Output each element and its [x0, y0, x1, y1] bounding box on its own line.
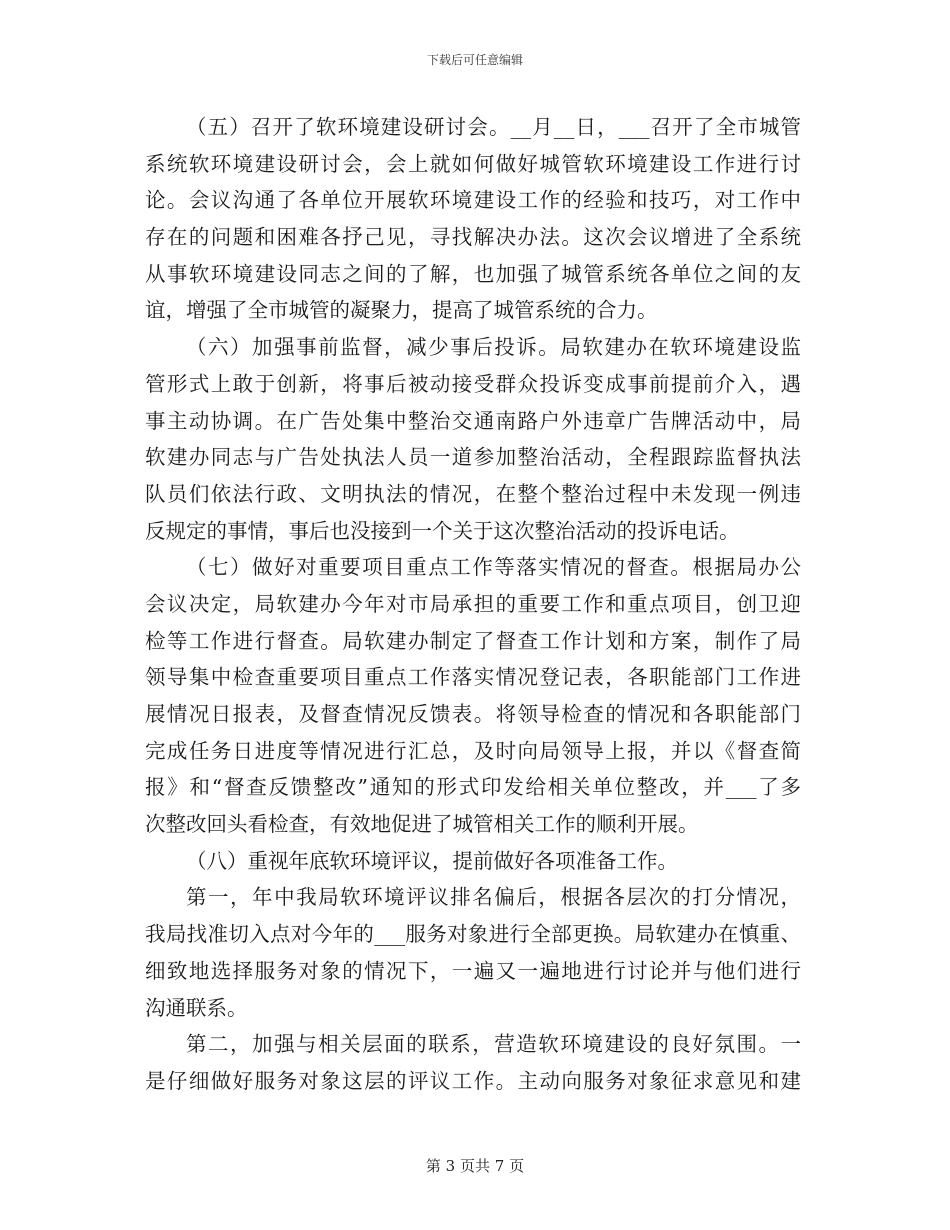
paragraph-first-line-4: 沟通联系。: [145, 995, 248, 1020]
paragraph-7-line-1: （七）做好对重要项目重点工作等落实情况的督查。根据局办公: [186, 555, 801, 580]
paragraph-7-line-4: 领导集中检查重要项目重点工作落实情况登记表，各职能部门工作进: [145, 665, 801, 690]
paragraph-first-line-2: 我局找准切入点对今年的___服务对象进行全部更换。局软建办在慎重、: [145, 922, 801, 947]
paragraph-first-line-3: 细致地选择服务对象的情况下，一遍又一遍地进行讨论并与他们进行: [145, 958, 801, 983]
paragraph-8-heading: （八）重视年底软环境评议，提前做好各项准备工作。: [186, 848, 678, 873]
paragraph-5-line-6: 谊，增强了全市城管的凝聚力，提高了城管系统的合力。: [145, 298, 658, 323]
paragraph-first-line-1: 第一，年中我局软环境评议排名偏后，根据各层次的打分情况，: [186, 885, 801, 910]
paragraph-5-line-4: 存在的问题和困难各抒己见，寻找解决办法。这次会议增进了全系统: [145, 225, 801, 250]
paragraph-7-line-6: 完成任务日进度等情况进行汇总，及时向局领导上报，并以《督查简: [145, 738, 801, 763]
paragraph-7-line-7: 报》和“督查反馈整改”通知的形式印发给相关单位整改，并___了多: [145, 775, 801, 800]
paragraph-6-line-5: 队员们依法行政、文明执法的情况，在整个整治过程中未发现一例违: [145, 481, 801, 506]
paragraph-5-line-1: （五）召开了软环境建设研讨会。__月__日，___召开了全市城管: [186, 115, 801, 139]
paragraph-second-line-1: 第二，加强与相关层面的联系，营造软环境建设的良好氛围。一: [186, 1032, 801, 1057]
page-header: 下载后可任意编辑: [426, 53, 523, 67]
paragraph-5-line-5: 从事软环境建设同志之间的了解，也加强了城管系统各单位之间的友: [145, 261, 801, 286]
paragraph-6-line-4: 软建办同志与广告处执法人员一道参加整治活动，全程跟踪监督执法: [145, 445, 801, 470]
document-body: [145, 109, 801, 1100]
page-footer: 第 3 页共 7 页: [425, 1157, 525, 1175]
paragraph-6-line-3: 事主动协调。在广告处集中整治交通南路户外违章广告牌活动中，局: [145, 408, 801, 433]
paragraph-7-line-3: 检等工作进行督查。局软建办制定了督查工作计划和方案，制作了局: [145, 628, 801, 653]
paragraph-7-line-5: 展情况日报表，及督查情况反馈表。将领导检查的情况和各职能部门: [145, 702, 801, 726]
paragraph-6-line-1: （六）加强事前监督，减少事后投诉。局软建办在软环境建设监: [186, 335, 801, 360]
paragraph-5-line-3: 论。会议沟通了各单位开展软环境建设工作的经验和技巧，对工作中: [145, 188, 801, 213]
paragraph-7-line-2: 会议决定，局软建办今年对市局承担的重要工作和重点项目，创卫迎: [145, 591, 801, 616]
paragraph-6-line-6: 反规定的事情，事后也没接到一个关于这次整治活动的投诉电话。: [145, 518, 740, 543]
paragraph-6-line-2: 管形式上敢于创新，将事后被动接受群众投诉变成事前提前介入，遇: [145, 371, 801, 396]
paragraph-7-line-8: 次整改回头看检查，有效地促进了城管相关工作的顺利开展。: [145, 812, 699, 837]
paragraph-5-line-2: 系统软环境建设研讨会，会上就如何做好城管软环境建设工作进行讨: [145, 151, 801, 176]
paragraph-second-line-2: 是仔细做好服务对象这层的评议工作。主动向服务对象征求意见和建: [145, 1068, 801, 1093]
